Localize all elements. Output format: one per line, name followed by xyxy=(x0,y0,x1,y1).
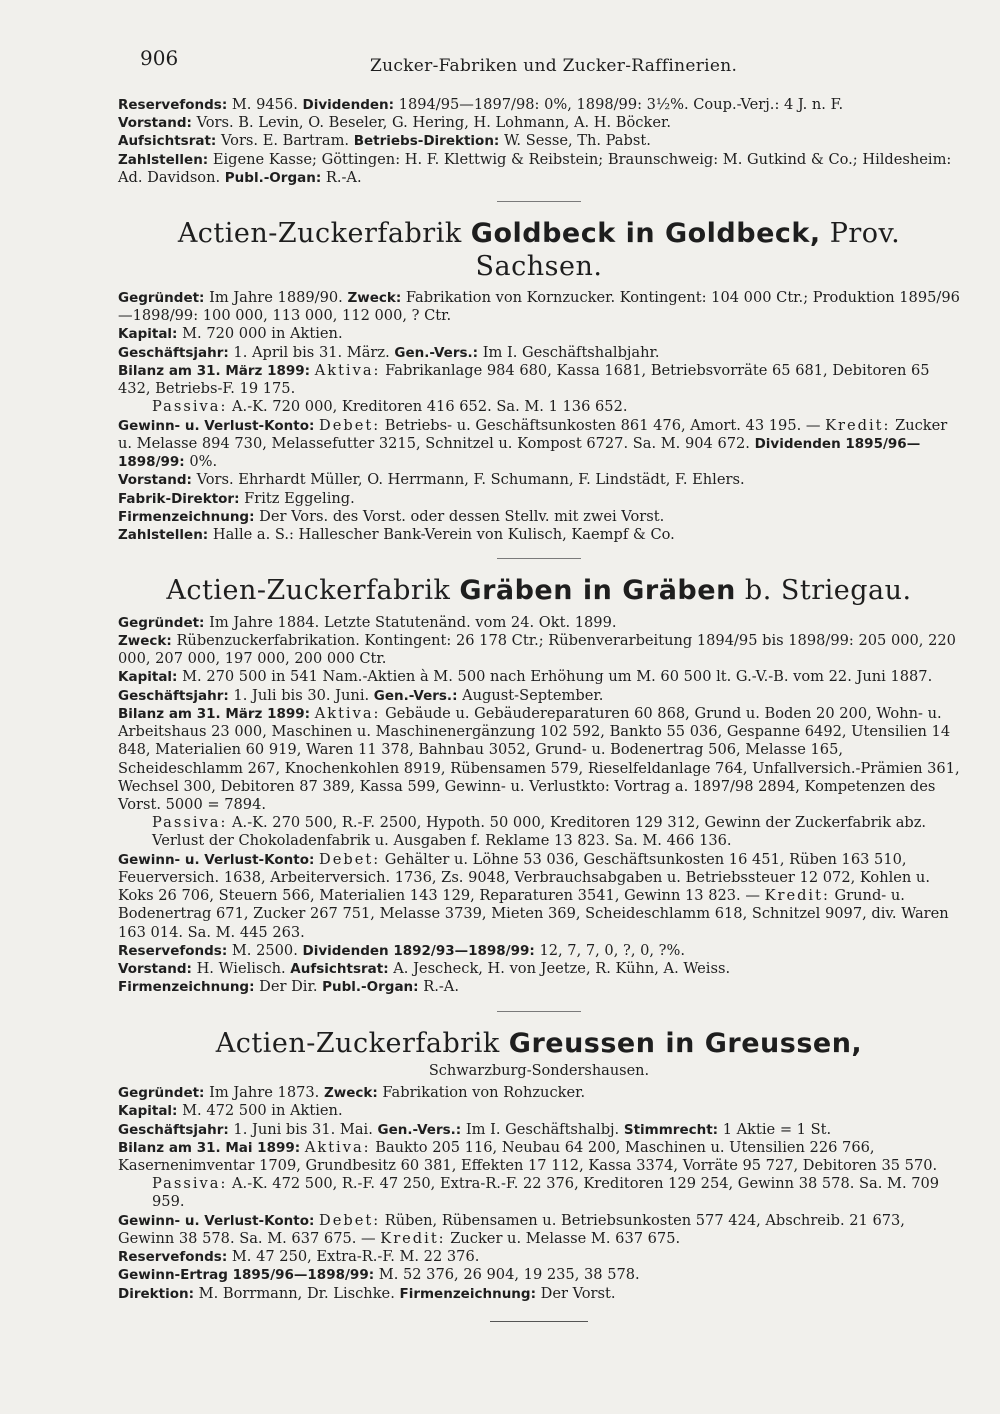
section-divider xyxy=(497,1011,581,1012)
firmenzeichnung-value: Der Dir. xyxy=(259,978,318,996)
guv-label: Gewinn- u. Verlust-Konto: xyxy=(118,417,315,434)
genvers-label: Gen.-Vers.: xyxy=(394,344,479,361)
gegruendet-value: Im Jahre 1884. Letzte Statutenänd. vom 24. Okt. 1899. xyxy=(209,613,617,631)
entry-greussen xyxy=(118,1028,960,1322)
firmenzeichnung-label: Firmenzeichnung: xyxy=(118,508,255,525)
company-title-location: Prov. Sachsen. xyxy=(475,218,901,282)
vorstand-line xyxy=(118,471,960,489)
vorstand-line xyxy=(118,960,960,978)
kapital-line xyxy=(118,668,960,686)
company-title-prefix: Actien-Zuckerfabrik xyxy=(177,218,462,250)
passiva-value: A.-K. 720 000, Kreditoren 416 652. Sa. M. 1 136 652. xyxy=(232,398,628,416)
zahlstellen-label: Zahlstellen: xyxy=(118,151,209,168)
geschaeftsjahr-value: 1. Juli bis 30. Juni. xyxy=(233,686,370,704)
fabrikdirektor-label: Fabrik-Direktor: xyxy=(118,490,240,507)
aufsichtsrat-value: A. Jescheck, H. von Jeetze, R. Kühn, A. Weiss. xyxy=(393,960,731,978)
direktion-value: M. Borrmann, Dr. Lischke. xyxy=(198,1284,395,1302)
firmenzeichnung-value: Der Vorst. xyxy=(540,1284,616,1302)
reservefonds-line xyxy=(118,942,960,960)
vorstand-label: Vorstand: xyxy=(118,961,192,978)
zahlstellen-line xyxy=(118,526,960,544)
debet-label: Debet: xyxy=(319,1211,381,1229)
entry-graeben xyxy=(118,575,960,1011)
firmenzeichnung-label: Firmenzeichnung: xyxy=(118,979,255,996)
reservefonds-line xyxy=(118,96,960,114)
kredit-value: Zucker u. Melasse M. 637 675. xyxy=(450,1229,681,1247)
company-title-prefix: Actien-Zuckerfabrik xyxy=(166,575,451,607)
zahlstellen-line xyxy=(118,151,960,187)
aktiva-value: Fabrikanlage 984 680, Kassa 1681, Betriebsvorräte 65 681, Debitoren 65 432, Betriebs-F. 19 175. xyxy=(118,361,930,398)
bilanz-line xyxy=(118,705,960,814)
passiva-label: Passiva: xyxy=(152,1175,228,1193)
dividenden-label: Dividenden 1892/93—1898/99: xyxy=(302,942,535,959)
aufsichtsrat-label: Aufsichtsrat: xyxy=(118,133,217,150)
genvers-label: Gen.-Vers.: xyxy=(377,1121,462,1138)
zweck-label: Zweck: xyxy=(347,289,402,306)
gegruendet-label: Gegründet: xyxy=(118,614,205,631)
reservefonds-value: M. 47 250, Extra-R.-F. M. 22 376. xyxy=(231,1248,480,1266)
reservefonds-label: Reservefonds: xyxy=(118,97,228,113)
zweck-label: Zweck: xyxy=(323,1085,378,1102)
reservefonds-label: Reservefonds: xyxy=(118,942,228,959)
entry-goldbeck xyxy=(118,218,960,559)
bilanz-label: Bilanz am 31. März 1899: xyxy=(118,362,311,379)
company-title-name: Goldbeck in Goldbeck, xyxy=(470,218,821,250)
betriebsdirektion-value: W. Sesse, Th. Pabst. xyxy=(503,132,651,150)
guv-label: Gewinn- u. Verlust-Konto: xyxy=(118,1212,315,1229)
vorstand-value: Vors. B. Levin, O. Beseler, G. Hering, H. Lohmann, A. H. Böcker. xyxy=(196,114,671,132)
company-title-location: b. Striegau. xyxy=(744,575,912,607)
gewinnertrag-line xyxy=(118,1266,960,1284)
vorstand-line xyxy=(118,114,960,132)
zahlstellen-value: Halle a. S.: Hallescher Bank-Verein von Kulisch, Kaempf & Co. xyxy=(212,526,675,543)
aufsichtsrat-value: Vors. E. Bartram. xyxy=(220,132,350,150)
kredit-value: Zucker u. Melasse 894 730, Melassefutter 3215, Schnitzel u. Kompost 6727. Sa. M. 904 672. xyxy=(118,416,948,452)
company-subtitle: Schwarzburg-Sondershausen. xyxy=(428,1062,650,1079)
kredit-label: Kredit: xyxy=(764,887,830,905)
kredit-label: Kredit: xyxy=(380,1229,446,1247)
genvers-value: August-September. xyxy=(462,686,604,704)
kapital-line xyxy=(118,325,960,343)
kredit-value: Grund- u. Bodenertrag 671, Zucker 267 751, Melasse 3739, Mieten 369, Scheideschlamm 618, Schnitzel 9097, div. Waren 163 014. Sa. M. 445 263. xyxy=(118,887,949,941)
passiva-value: A.-K. 472 500, R.-F. 47 250, Extra-R.-F. 22 376, Kreditoren 129 254, Gewinn 38 578. Sa. M. 709 959. xyxy=(152,1175,940,1211)
kredit-label: Kredit: xyxy=(825,416,891,434)
zweck-value: Fabrikation von Rohzucker. xyxy=(382,1084,586,1102)
reservefonds-line xyxy=(118,1248,960,1266)
company-title-name: Gräben in Gräben xyxy=(459,575,736,607)
zweck-line xyxy=(118,632,960,668)
stimmrecht-value: 1 Aktie = 1 St. xyxy=(722,1120,832,1138)
kapital-label: Kapital: xyxy=(118,669,178,686)
aktiva-label: Aktiva: xyxy=(314,361,381,379)
gewinnertrag-value: M. 52 376, 26 904, 19 235, 38 578. xyxy=(378,1266,640,1284)
section-divider xyxy=(497,558,581,559)
aktiva-label: Aktiva: xyxy=(314,704,381,722)
guv-label: Gewinn- u. Verlust-Konto: xyxy=(118,851,315,868)
debet-label: Debet: xyxy=(319,416,381,434)
bilanz-line xyxy=(118,362,960,398)
running-head: Zucker-Fabriken und Zucker-Raffinerien. xyxy=(370,56,738,76)
page-header xyxy=(0,46,1000,86)
gegruendet-line xyxy=(118,614,960,632)
company-heading xyxy=(118,218,960,283)
page-content xyxy=(118,96,960,1322)
geschaeftsjahr-label: Geschäftsjahr: xyxy=(118,1121,229,1138)
passiva-line xyxy=(118,1175,960,1211)
publ-organ-label: Publ.-Organ: xyxy=(322,979,419,996)
vorstand-value: Vors. Ehrhardt Müller, O. Herrmann, F. Schumann, F. Lindstädt, F. Ehlers. xyxy=(196,471,745,489)
kapital-value: M. 472 500 in Aktien. xyxy=(182,1102,343,1120)
publ-organ-value: R.-A. xyxy=(423,978,459,996)
aktiva-label: Aktiva: xyxy=(304,1138,371,1156)
kapital-label: Kapital: xyxy=(118,326,178,343)
passiva-value: A.-K. 270 500, R.-F. 2500, Hypoth. 50 000, Kreditoren 129 312, Gewinn der Zuckerfabrik abz. Verlust der Chokoladenfabrik u. Ausgaben f. Reklame 13 823. Sa. M. 466 136. xyxy=(152,814,927,850)
firmenzeichnung-value: Der Vors. des Vorst. oder dessen Stellv. mit zwei Vorst. xyxy=(259,507,665,525)
zahlstellen-value: Eigene Kasse; Göttingen: H. F. Klettwig & Reibstein; Braunschweig: M. Gutkind & Co.; Hildesheim: Ad. Davidson. xyxy=(118,150,952,186)
guv-line xyxy=(118,417,960,472)
kapital-value: M. 720 000 in Aktien. xyxy=(182,325,343,343)
dividenden-label: Dividenden: xyxy=(302,97,395,113)
gegruendet-value: Im Jahre 1889/90. xyxy=(209,288,343,306)
publ-organ-label: Publ.-Organ: xyxy=(224,169,322,186)
zahlstellen-label: Zahlstellen: xyxy=(118,527,209,543)
guv-line xyxy=(118,851,960,942)
passiva-label: Passiva: xyxy=(152,398,228,416)
geschaeftsjahr-label: Geschäftsjahr: xyxy=(118,344,229,361)
debet-value: Betriebs- u. Geschäftsunkosten 861 476, Amort. 43 195. — xyxy=(384,416,821,434)
bilanz-line xyxy=(118,1139,960,1175)
reservefonds-label: Reservefonds: xyxy=(118,1249,228,1266)
firmenzeichnung-label: Firmenzeichnung: xyxy=(399,1285,536,1302)
firmenzeichnung-line xyxy=(118,978,960,996)
previous-entry-continuation xyxy=(118,96,960,202)
vorstand-label: Vorstand: xyxy=(118,115,192,132)
bilanz-label: Bilanz am 31. März 1899: xyxy=(118,705,311,722)
reservefonds-value: M. 2500. xyxy=(231,941,298,959)
dividenden-value: 0%. xyxy=(189,453,218,471)
geschaeftsjahr-value: 1. Juni bis 31. Mai. xyxy=(233,1120,373,1138)
bilanz-label: Bilanz am 31. Mai 1899: xyxy=(118,1139,301,1156)
aktiva-value: Gebäude u. Gebäudereparaturen 60 868, Grund u. Boden 20 200, Wohn- u. Arbeitshaus 23 000, Maschinen u. Maschinenergänzung 102 592, Bankto 55 036, Gespanne 6492, Utensilien 14 848, Materialien 60 919, Waren 11 378, Bahnbau 3052, Grund- u. Bodenertrag 506, Melasse 165, Scheideschlamm 267, Knochenkohlen 8919, Rübensamen 579, Rieselfeldanlage 764, Unfallversich.-Prämien 361, Wechsel 300, Debitoren 87 389, Kassa 599, Gewinn- u. Verlustkto: Vortrag a. 1897/98 2894, Kompetenzen des Vorst. 5000 = 7894. xyxy=(118,704,960,813)
company-heading xyxy=(118,575,960,607)
firmenzeichnung-line xyxy=(118,508,960,526)
genvers-value: Im I. Geschäftshalbj. xyxy=(465,1120,620,1138)
gewinnertrag-label: Gewinn-Ertrag 1895/96—1898/99: xyxy=(118,1267,375,1284)
betriebsdirektion-label: Betriebs-Direktion: xyxy=(353,133,500,150)
reservefonds-value: M. 9456. xyxy=(231,96,298,113)
section-divider xyxy=(497,201,581,202)
gegruendet-label: Gegründet: xyxy=(118,289,205,306)
geschaeftsjahr-label: Geschäftsjahr: xyxy=(118,687,229,704)
aufsichtsrat-label: Aufsichtsrat: xyxy=(290,961,389,978)
genvers-value: Im I. Geschäftshalbjahr. xyxy=(482,343,660,361)
dividenden-value: 1894/95—1897/98: 0%, 1898/99: 3½%. Coup.-Verj.: 4 J. n. F. xyxy=(398,96,844,113)
direktion-label: Direktion: xyxy=(118,1285,194,1302)
company-heading xyxy=(118,1028,960,1060)
genvers-label: Gen.-Vers.: xyxy=(373,687,458,704)
geschaeftsjahr-line xyxy=(118,687,960,705)
gegruendet-line xyxy=(118,289,960,325)
passiva-line xyxy=(118,398,960,416)
closing-divider xyxy=(490,1321,588,1322)
direktion-line xyxy=(118,1285,960,1303)
fabrikdirektor-line xyxy=(118,490,960,508)
debet-value: Rüben, Rübensamen u. Betriebsunkosten 577 424, Abschreib. 21 673, Gewinn 38 578. Sa. M. 637 675. — xyxy=(118,1211,905,1247)
gegruendet-line xyxy=(118,1084,960,1102)
gegruendet-value: Im Jahre 1873. xyxy=(209,1084,320,1102)
debet-value: Gehälter u. Löhne 53 036, Geschäftsunkosten 16 451, Rüben 163 510, Feuerversich. 1638, Arbeiterversich. 1736, Zs. 9048, Verbrauchsabgaben u. Betriebssteuer 12 072, Kohlen u. Koks 26 706, Steuern 566, Materialien 143 129, Reparaturen 3541, Gewinn 13 823. — xyxy=(118,850,930,905)
geschaeftsjahr-line xyxy=(118,344,960,362)
zweck-value: Fabrikation von Kornzucker. Kontingent: 104 000 Ctr.; Produktion 1895/96—1898/99: 100 000, 113 000, 112 000, ? Ctr. xyxy=(118,288,960,325)
stimmrecht-label: Stimmrecht: xyxy=(623,1121,719,1138)
guv-line xyxy=(118,1212,960,1248)
page-number: 906 xyxy=(140,46,179,70)
gegruendet-label: Gegründet: xyxy=(118,1085,205,1102)
dividenden-value: 12, 7, 7, 0, ?, 0, ?%. xyxy=(539,941,685,959)
geschaeftsjahr-value: 1. April bis 31. März. xyxy=(233,343,390,361)
vorstand-label: Vorstand: xyxy=(118,472,192,489)
geschaeftsjahr-line xyxy=(118,1121,960,1139)
aufsichtsrat-line xyxy=(118,132,960,150)
publ-organ-value: R.-A. xyxy=(325,168,362,186)
company-title-prefix: Actien-Zuckerfabrik xyxy=(215,1027,500,1059)
zweck-value: Rübenzuckerfabrikation. Kontingent: 26 178 Ctr.; Rübenverarbeitung 1894/95 bis 1898/99: 205 000, 220 000, 207 000, 197 000, 200 000 Ctr. xyxy=(118,631,956,668)
debet-label: Debet: xyxy=(319,850,381,868)
vorstand-value: H. Wielisch. xyxy=(196,960,286,978)
kapital-value: M. 270 500 in 541 Nam.-Aktien à M. 500 nach Erhöhung um M. 60 500 lt. G.-V.-B. vom 22. Juni 1887. xyxy=(182,668,933,686)
passiva-line xyxy=(118,814,960,850)
zweck-label: Zweck: xyxy=(118,632,172,649)
company-title-name: Greussen in Greussen, xyxy=(508,1027,863,1059)
fabrikdirektor-value: Fritz Eggeling. xyxy=(244,489,355,507)
kapital-label: Kapital: xyxy=(118,1103,178,1120)
kapital-line xyxy=(118,1102,960,1120)
aktiva-value: Baukto 205 116, Neubau 64 200, Maschinen u. Utensilien 226 766, Kasernenimventar 1709, Grundbesitz 60 381, Effekten 17 112, Kassa 3374, Vorräte 95 727, Debitoren 35 570. xyxy=(118,1138,938,1174)
passiva-label: Passiva: xyxy=(152,814,228,832)
dividenden-label: Dividenden 1895/96—1898/99: xyxy=(118,435,921,471)
